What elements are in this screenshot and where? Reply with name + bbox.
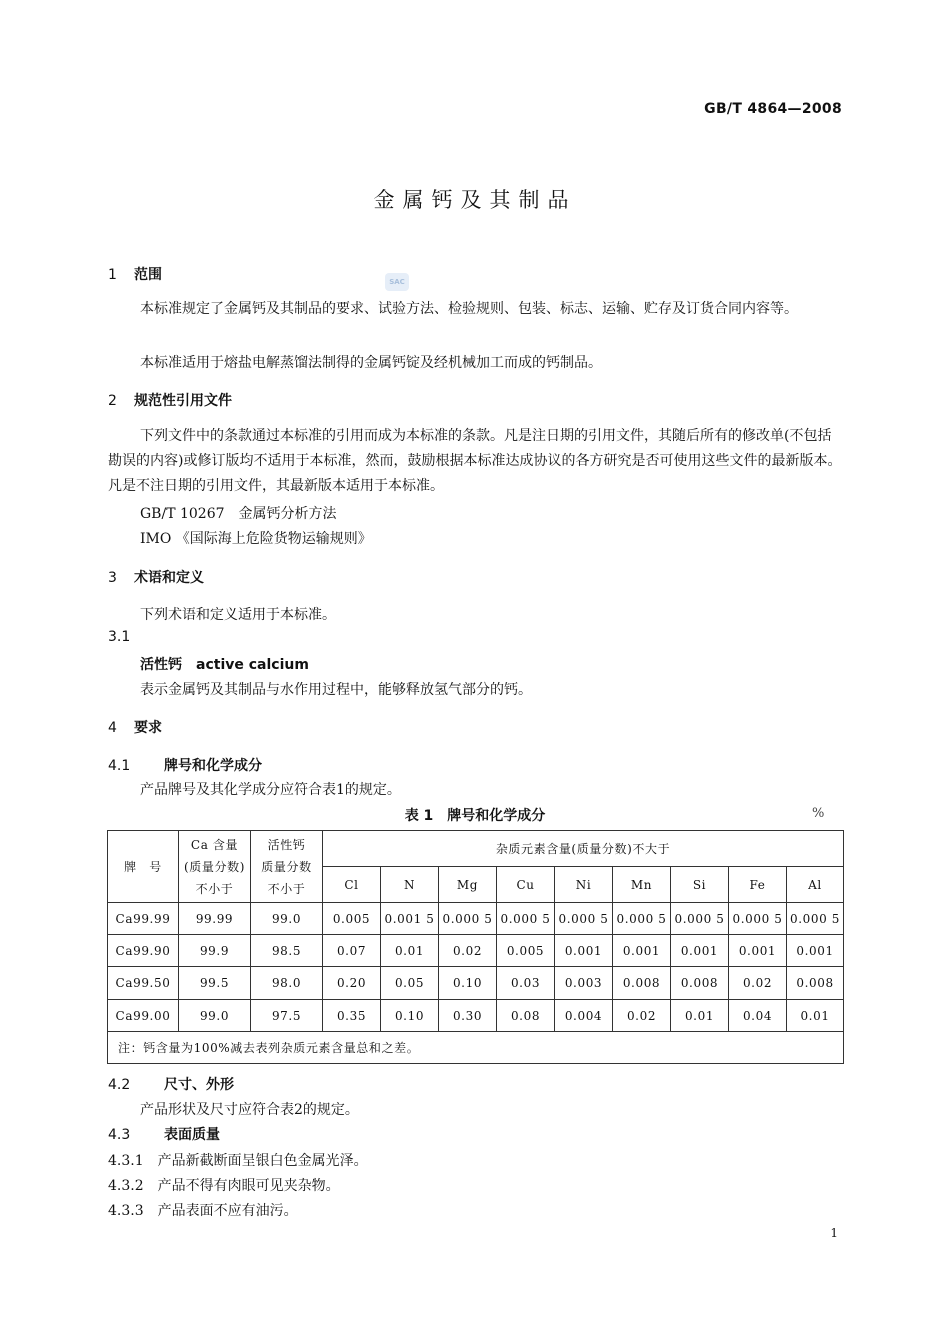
table-cell: 0.03 (497, 967, 555, 1000)
section-title: 牌号和化学成分 (164, 758, 262, 774)
table-cell: 0.000 5 (671, 903, 729, 935)
term-active-calcium: 活性钙 active calcium (140, 657, 309, 673)
table-cell: 99.0 (251, 903, 323, 935)
section-2-paragraph-1: 下列文件中的条款通过本标准的引用而成为本标准的条款。凡是注日期的引用文件，其随后所有的修改单(不包括勘误的内容)或修订版均不适用于本标准，然而，鼓励根据本标准达成协议的各方研究是否可使用这些文件的最新版本。凡是不注日期的引用文件，其最新版本适用于本标准。 (108, 428, 842, 494)
header-active-line-2: 质量分数 (261, 859, 312, 874)
table-cell: 0.004 (555, 1000, 613, 1032)
table-cell: 0.000 5 (613, 903, 671, 935)
table-cell: 0.01 (787, 1000, 844, 1032)
section-1-paragraph-1: 本标准规定了金属钙及其制品的要求、试验方法、检验规则、包装、标志、运输、贮存及订货合同内容等。 (140, 301, 798, 317)
section-title: 术语和定义 (134, 570, 204, 586)
header-ca-line-2: (质量分数) (184, 859, 245, 874)
table-cell: Ca99.50 (108, 967, 179, 1000)
sac-watermark-logo: SAC (385, 273, 409, 291)
table-cell: 0.001 (555, 935, 613, 967)
table-cell: 0.008 (671, 967, 729, 1000)
section-1-heading (108, 264, 162, 284)
table-1-grade-composition (107, 830, 844, 1064)
section-number: 4.1 (108, 758, 131, 774)
table-cell: 0.08 (497, 1000, 555, 1032)
table-cell: 0.005 (323, 903, 381, 935)
table-1-note: 注：钙含量为100%减去表列杂质元素含量总和之差。 (108, 1032, 844, 1064)
subsection-4-1-paragraph: 产品牌号及其化学成分应符合表1的规定。 (140, 782, 401, 798)
header-ca-content (179, 831, 251, 903)
subsection-4-3-heading (108, 1124, 220, 1144)
table-cell: 0.008 (613, 967, 671, 1000)
subsection-4-2-paragraph: 产品形状及尺寸应符合表2的规定。 (140, 1102, 359, 1118)
table-cell: 0.001 (787, 935, 844, 967)
header-element: Ni (555, 867, 613, 903)
table-row (108, 1000, 844, 1032)
table-cell: 0.30 (439, 1000, 497, 1032)
subsection-4-2-heading (108, 1074, 234, 1094)
table-cell: 0.005 (497, 935, 555, 967)
table-cell: Ca99.90 (108, 935, 179, 967)
section-number: 2 (108, 393, 117, 409)
section-title: 表面质量 (164, 1127, 220, 1143)
table-cell: 0.008 (787, 967, 844, 1000)
section-4-heading (108, 717, 162, 737)
table-cell: 0.003 (555, 967, 613, 1000)
table-1-caption: 表 1 牌号和化学成分 (404, 808, 546, 824)
clause-4-3-3: 4.3.3 产品表面不应有油污。 (108, 1203, 298, 1219)
header-element: N (381, 867, 439, 903)
table-cell: 0.01 (671, 1000, 729, 1032)
section-number: 4.2 (108, 1077, 131, 1093)
table-row (108, 967, 844, 1000)
table-cell: 0.001 (671, 935, 729, 967)
standard-code: GB/T 4864—2008 (704, 101, 842, 117)
table-cell: 0.001 5 (381, 903, 439, 935)
section-number: 4 (108, 720, 117, 736)
table-cell: 0.05 (381, 967, 439, 1000)
table-cell: 0.01 (381, 935, 439, 967)
reference-imo: IMO 《国际海上危险货物运输规则》 (140, 531, 372, 547)
table-cell: 0.10 (381, 1000, 439, 1032)
table-cell: 99.5 (179, 967, 251, 1000)
section-2-heading (108, 390, 232, 410)
header-ca-line-3: 不小于 (195, 881, 234, 896)
table-cell: 0.35 (323, 1000, 381, 1032)
clause-4-3-2: 4.3.2 产品不得有肉眼可见夹杂物。 (108, 1178, 340, 1194)
table-row (108, 903, 844, 935)
table-cell: 0.000 5 (729, 903, 787, 935)
page-number: 1 (830, 1226, 838, 1240)
section-3-heading (108, 567, 204, 587)
table-cell: 0.001 (613, 935, 671, 967)
table-cell: 0.000 5 (439, 903, 497, 935)
section-1-paragraph-2: 本标准适用于熔盐电解蒸馏法制得的金属钙锭及经机械加工而成的钙制品。 (140, 355, 602, 371)
header-active-line-1: 活性钙 (267, 837, 306, 852)
header-element: Mn (613, 867, 671, 903)
section-title: 尺寸、外形 (164, 1077, 234, 1093)
header-active-line-3: 不小于 (267, 881, 306, 896)
header-element: Fe (729, 867, 787, 903)
header-element: Cu (497, 867, 555, 903)
table-cell: 0.02 (613, 1000, 671, 1032)
table-cell: 98.5 (251, 935, 323, 967)
subsection-3-1-number: 3.1 (108, 629, 131, 645)
table-cell: 0.20 (323, 967, 381, 1000)
section-number: 1 (108, 267, 117, 283)
table-cell: 0.02 (439, 935, 497, 967)
header-element: Si (671, 867, 729, 903)
table-cell: 0.07 (323, 935, 381, 967)
table-row (108, 935, 844, 967)
table-cell: 0.001 (729, 935, 787, 967)
table-cell: Ca99.99 (108, 903, 179, 935)
header-impurity: 杂质元素含量(质量分数)不大于 (323, 831, 844, 867)
subsection-4-1-heading (108, 755, 262, 775)
section-number: 3 (108, 570, 117, 586)
table-cell: 99.0 (179, 1000, 251, 1032)
header-element: Mg (439, 867, 497, 903)
section-3-paragraph-1: 下列术语和定义适用于本标准。 (140, 607, 336, 623)
section-number: 4.3 (108, 1127, 131, 1143)
section-title: 范围 (134, 267, 162, 283)
table-cell: Ca99.00 (108, 1000, 179, 1032)
table-cell: 0.000 5 (497, 903, 555, 935)
table-cell: 0.000 5 (787, 903, 844, 935)
document-title: 金属钙及其制品 (373, 188, 577, 212)
table-cell: 99.9 (179, 935, 251, 967)
section-title: 要求 (134, 720, 162, 736)
table-cell: 97.5 (251, 1000, 323, 1032)
header-element: Al (787, 867, 844, 903)
reference-gbt10267: GB/T 10267 金属钙分析方法 (140, 506, 337, 522)
table-cell: 0.10 (439, 967, 497, 1000)
header-grade: 牌 号 (108, 831, 179, 903)
section-title: 规范性引用文件 (134, 393, 232, 409)
table-cell: 0.02 (729, 967, 787, 1000)
table-cell: 0.000 5 (555, 903, 613, 935)
clause-4-3-1: 4.3.1 产品新截断面呈银白色金属光泽。 (108, 1153, 368, 1169)
table-cell: 98.0 (251, 967, 323, 1000)
table-cell: 99.99 (179, 903, 251, 935)
header-element: Cl (323, 867, 381, 903)
term-definition: 表示金属钙及其制品与水作用过程中，能够释放氢气部分的钙。 (140, 682, 532, 698)
header-ca-line-1: Ca 含量 (190, 837, 239, 852)
table-1-unit: % (812, 806, 825, 821)
header-active-calcium (251, 831, 323, 903)
table-cell: 0.04 (729, 1000, 787, 1032)
